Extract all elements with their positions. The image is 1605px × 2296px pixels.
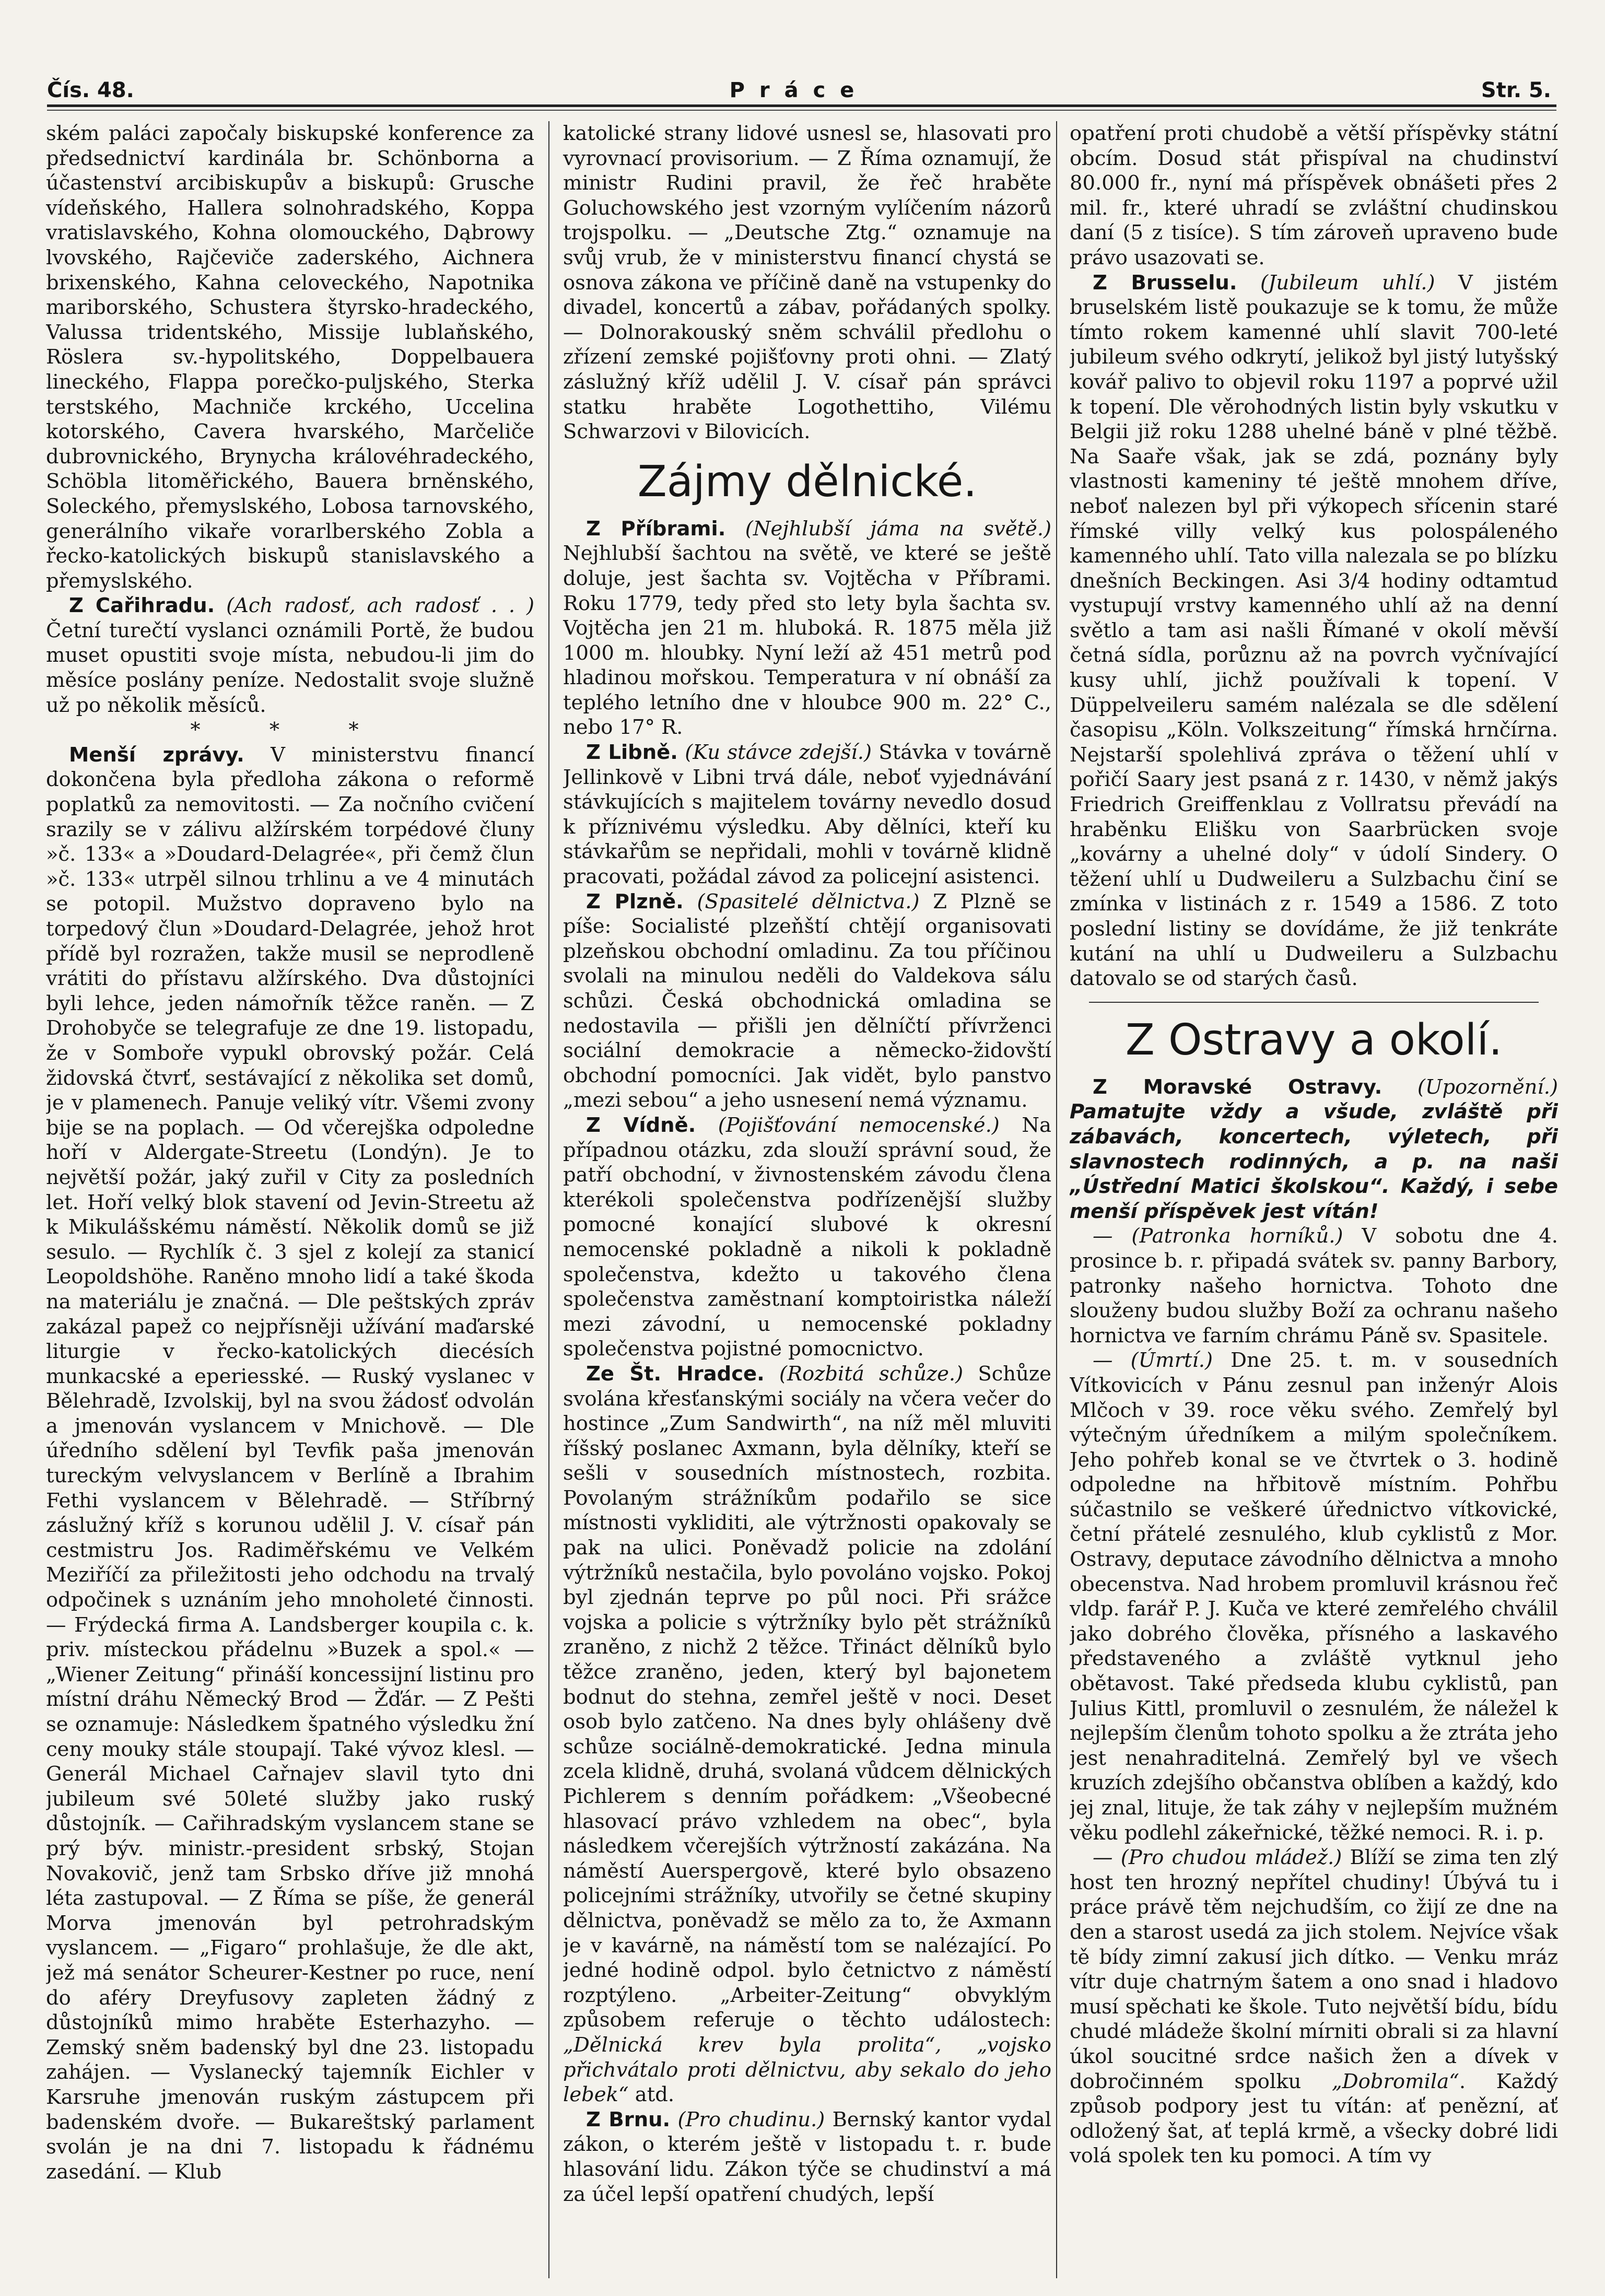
issue-number: Čís. 48. [47, 78, 134, 102]
section-heading-ostrava: Z Ostravy a okolí. [1125, 1015, 1503, 1065]
article-lead: Z Vídně. [586, 1113, 696, 1137]
article-viden [563, 1113, 1051, 1362]
article-subtitle: (Pro chudinu.) [677, 2107, 825, 2131]
article-body-end: atd. [635, 2083, 675, 2107]
article-umrti [1070, 1348, 1558, 1845]
article-subtitle: (Spasitelé dělnictva.) [697, 889, 920, 913]
article-quote: „Dělnická krev byla prolita“, „vojsko přichvátalo proti dělnictvu, aby sekalo do jeho lebek“ [563, 2033, 1051, 2107]
article-subtitle: (Nejhlubší jáma na světě.) [745, 517, 1051, 541]
article-lead: Z Příbrami. [586, 517, 726, 541]
article-lead: Menší zprávy. [69, 743, 244, 767]
article-plzen [563, 889, 1051, 1113]
article-subtitle: (Pojišťování nemocenské.) [718, 1113, 1000, 1137]
article-lead: — (Úmrtí.) [1093, 1349, 1213, 1373]
article-lead: Z Plzně. [586, 889, 684, 913]
article-body: Schůze svolána křesťanskými sociály na včera večer do hostince „Zum Sandwirth“, na níž měl mluviti říšský poslanec Axmann, byla dělníky, kteří se sešli v sousedních místnostech, rozbita. Povolaným strážníkům podařilo se sice místnosti vykliditi, ale výtržnosti opakovaly se pak na ulici. Poněvadž policie na zdolání výtržníků nestačila, bylo povoláno vojsko. Pokoj byl zjednán teprve po půl noci. Při srážce vojska a policie s výtržníky bylo pět strážníků zraněno, z nichž 2 těžce. Třináct dělníků bylo těžce zraněno, jeden, který byl bajonetem bodnut do stehna, zemřel ještě v noci. Deset osob bylo zatčeno. Na dnes byly ohlášeny dvě schůze sociálně-demokratické. Jedna minula zcela klidně, druhá, svolaná vůdcem dělnických Pichlerem s denním pořádkem: „Všeobecné hlasovací právo vzhledem na obec“, byla následkem včerejších výtržností zakázána. Na náměstí Auerspergově, které bylo obsazeno policejními strážníky, utvořily se četné skupiny dělnictva, poněvadž se mělo za to, že Axmann je v kavárně, na náměstí tom se nalézající. Po jedné hodině odpol. bylo četnictvo z náměstí rozptýleno. „Arbeiter-Zeitung“ obvyklým způsobem referuje o těchto událostech: [563, 1362, 1051, 2032]
article-body: Na případnou otázku, zda slouží správní soud, že patří obchodní, v živnostenském závodu člena kterékoli společenstva podřízenější služby pomocné konající slubové k okresní nemocenské pokladně a nikoli k pokladně společenstva, kdežto u takového člena společenstva zaměstnaní komptoiristka náleží mezi závodní, u nemocenské pokladny společenstva pojistné pomocnictvo. [563, 1113, 1051, 1361]
article-body: Četní turečtí vyslanci oznámili Portě, že budou muset opustiti svoje místa, nebudou-li jim do měsíce poslány peníze. Nedostalit svoje služně už po několik měsíců. [46, 618, 534, 717]
article-patronka [1070, 1224, 1558, 1348]
article-society-name: „Dobromila“ [1331, 2069, 1459, 2093]
article-lead: Z Libně. [586, 741, 678, 765]
article-liben [563, 740, 1051, 889]
article-bishops: ském paláci započaly biskupské konference za předsednictví kardinála br. Schönborna a účastenství arcibiskupův a biskupů: Grusche vídeňského, Hallera solnohradského, Koppa vratislavského, Kohna olomouckého, Dąbrowy lvovského, Rajčeviče zaderského, Aichnera brixenského, Kahna celoveckého, Napotnika mariborského, Schustera štyrsko-hradeckého, Valussa tridentského, Missije lublaňského, Röslera sv.-hypolitského, Doppelbauera lineckého, Flappa porečko-puljského, Sterka terstského, Machniče krckého, Uccelina kotorského, Cavera hvarského, Marčeliče dubrovnického, Brynycha královéhradeckého, Schöbla litoměřického, Bauera brněnského, Soleckého, přemyslského, Lobosa tarnovského, generálního vikaře vorarlberského Zobla a řecko-katolických biskupů stanislavského a přemyslského. [46, 122, 534, 593]
page-number: Str. 5. [1481, 78, 1551, 102]
article-emphasis: Pamatujte vždy a všude, zvláště při zábavách, koncertech, výletech, při slavnostech rodinných, a p. na naši „Ústřední Matici školskou“. Každý, i sebe menší příspěvek jest vítán! [1070, 1100, 1558, 1223]
column-3 [1070, 121, 1558, 2289]
article-subtitle: (Jubileum uhlí.) [1260, 271, 1435, 295]
article-body: Blíží se zima ten zlý host ten hrozný nepřítel chudiny! Úbývá tu i práce právě těm nejchudším, co žijí ze dne na den a starost usedá za jich stolem. Nejvíce však tě bídy zimní zakusí jich dítko. — Venku mráz vítr duje chatrným šatem a ono snad i hladovo musí spěchati ke škole. Tuto největší bídu, bídu chudé mládeže školní mírniti obrali si za hlavní úkol soucitné srdce našich žen a dívek v dobročinném spolku [1070, 1846, 1558, 2093]
article-moravska-ostrava [1070, 1075, 1558, 1224]
article-lead: — (Patronka horníků.) [1093, 1224, 1343, 1248]
article-body: Nejhlubší šachtou na světě, ve které se ještě doluje, jest šachta sv. Vojtěcha v Příbrami. Roku 1779, tedy před sto lety byla šachta sv. Vojtěcha jen 21 m. hluboká. R. 1875 měla již 1000 m. hloubky. Nyní leží až 451 metrů pod hladinou mořskou. Temperatura v ní obnáší za teplého letního dne v hloubce 900 m. 22° C., nebo 17° R. [563, 542, 1051, 740]
article-carihrad [46, 593, 534, 718]
article-body: V sobotu dne 4. prosince b. r. připadá svátek sv. panny Barbory, patronky našeho hornictva. Tohoto dne slouženy budou služby Boží za ochranu našeho hornictva ve farním chrámu Páně sv. Spasitele. [1070, 1224, 1558, 1348]
article-brussel [1070, 271, 1558, 991]
column-1 [46, 121, 534, 2289]
article-lead: Z Cařihradu. [69, 594, 215, 618]
header-rule [47, 104, 1556, 107]
article-lead: Z Brusselu. [1093, 271, 1237, 295]
article-body: Z Plzně se píše: Socialisté plzeňští chtějí organisovati plzeňskou obchodní omladinu. Za tou příčinou svolali na minulou neděli do Valdekova sálu schůzi. Česká obchodnická omladina se nedostavila — přišli jen dělníčtí přívrženci sociální demokracie a německo-židovští obchodní pomocníci. Jak vidět, bylo panstvo „mezi sebou“ a jeho usnesení nemá významu. [563, 889, 1051, 1112]
article-body: Bernský kantor vydal zákon, o kterém ještě v listopadu t. r. bude hlasování lidu. Zákon týče se chudinství a má za účel lepší opatření chudých, lepší [563, 2107, 1051, 2206]
header-rule-thin [47, 110, 1556, 111]
column-divider [1056, 121, 1057, 2278]
article-continued: katolické strany lidové usnesl se, hlasovati pro vyrovnací provisorium. — Z Říma oznamují, že ministr Rudini pravil, že řeč hraběte Goluchowského jest vzorným vylíčením názorů trojspolku. — „Deutsche Ztg.“ oznamuje na svůj vrub, že v ministerstvu financí chystá se osnova zákona ve příčině daně na vstupenky do divadel, koncertů a zábav, pořádaných spolky. — Dolnorakouský sněm schválil předlohu o zřízení zemské pojišťovny proti ohni. — Zlatý záslužný kříž udělil J. V. císař pán správci statku hraběte Logothettiho, Vilému Schwarzovi v Bilovicích. [563, 122, 1051, 444]
article-lead: — (Pro chudou mládež.) [1093, 1846, 1342, 1870]
article-pribram [563, 517, 1051, 740]
column-divider [548, 121, 549, 2278]
article-bern [563, 2107, 1051, 2207]
article-subtitle: (Upozornění.) [1417, 1075, 1558, 1099]
article-continued: opatření proti chudobě a větší příspěvky státní obcím. Dosud stát přispíval na chudinství 80.000 fr., nyní má příspěvek obnášeti přes 2 mil. fr., které uhradí se zvláštní chudinskou daní (5 z tisíce). S tím zároveň upraveno bude právo usazovati se. [1070, 122, 1558, 270]
article-body: Stávka v továrně Jellinkově v Libni trvá dále, neboť vyjednávání stávkujících s majitelem továrny nevedlo dosud k příznivému výsledku. Aby dělníci, kteří ku stávkařům se nepřidali, mohli v továrně klidně pracovati, požádal závod za policejní asistenci. [563, 741, 1051, 889]
article-body: V jistém bruselském listě poukazuje se k tomu, že může tímto rokem kamenné uhlí slavit 700-leté jubileum svého odkrytí, jelikož byl jistý lutyšský kovář palivo to objevil roku 1197 a poprvé užil k topení. Dle věrohodných listin byly vskutku v Belgii již roku 1288 uhelné báně v plné těžbě. Na Saaře však, jak se zdá, poznány byly vlastnosti kameniny té ještě mnohem dříve, neboť nalezen byl při výkopech sřícenin staré římské villy velký kus polospáleného kamenného uhlí. Tato villa nalezala se po blízku dnešních Beckingen. Asi 3/4 hodiny odtamtud vystupují vrstvy kamenného uhlí až na denní světlo a tam asi našli Římané v okolí měvší četná sídla, porůznu až na povrch vyčnívající kusy uhlí, jichž používali k topení. V Düppelveileru samém nalézala se dle sdělení časopisu „Köln. Volkszeitung“ římská hrnčírna. Nejstarší spolehlivá zpráva o těžení uhlí v pořičí Saary jest psaná z r. 1430, v němž jakýs Friedrich Greiffenklau z Vollratsu převádí na hraběnku Elišku von Saarbrücken svoje „kovárny a uhelné doly“ v údolí Sindery. O těžení uhlí u Dudweileru a Sulzbachu činí se zmínka v listinách z r. 1549 a 1586. Z toto poslední listiny se dovídáme, že již tenkráte kutání na uhlí u Dudweileru a Sulzbachu datovalo se od starých časů. [1070, 271, 1558, 991]
article-subtitle: (Rozbitá schůze.) [779, 1362, 964, 1386]
article-body-end: . Každý způsob podpory jest tu vítán: ať penězní, ať odložený šat, ať teplá krmě, a všecky dobré lidi volá spolek ten ku pomoci. A tím vy [1070, 2069, 1558, 2168]
article-lead: Ze Št. Hradce. [586, 1362, 765, 1386]
article-body: Dne 25. t. m. v sousedních Vítkovicích v Pánu zesnul pan inženýr Alois Mlčoch v 39. roce věku svého. Zemřelý byl výtečným úředníkem a milým společníkem. Jeho pohřeb konal se ve čtvrtek o 3. hodině odpoledne na hřbitově místním. Pohřbu súčastnilo se veškeré úřednictvo vítkovické, četní přátelé zesnulého, klub cyklistů z Mor. Ostravy, deputace závodního dělnictva a mnoho obecenstva. Nad hrobem promluvil krásnou řeč vldp. farář P. J. Kuča ve které zemřelého chválil jako dobrého člověka, přísného a laskavého představeného a zvláště vytknul jeho obětavost. Také předseda klubu cyklistů, pan Julius Kittl, promluvil o zesnulém, že náležel k nejlepším členům tohoto spolku a že ztráta jeho jest nenahraditelná. Zemřelý byl ve všech kruzích zdejšího občanstva oblíben a každý, kdo jej znal, lituje, že tak záhy v nejlepším mužném věku podlehl zákeřnické, těžké nemoci. R. i. p. [1070, 1349, 1558, 1845]
section-heading-labor: Zájmy dělnické. [637, 456, 977, 507]
column-2 [563, 121, 1051, 2289]
newspaper-title: Práce [729, 78, 869, 102]
article-mladez [1070, 1845, 1558, 2169]
article-hradec [563, 1362, 1051, 2107]
article-lead: Z Moravské Ostravy. [1093, 1075, 1383, 1099]
section-separator: * * * [190, 718, 390, 742]
article-subtitle: (Ku stávce zdejší.) [685, 741, 872, 765]
article-small-news [46, 743, 534, 2184]
section-rule [1089, 1002, 1538, 1003]
article-lead: Z Brnu. [586, 2107, 671, 2131]
article-subtitle: (Ach radosť, ach radosť . . ) [226, 594, 534, 618]
article-body: V ministerstvu financí dokončena byla předloha zákona o reformě poplatků za nemovitosti. — Za nočního cvičení srazily se v zálivu alžírském torpédové čluny »č. 133« a »Doudard-Delagrée«, při čemž člun »č. 133« utrpěl silnou trhlinu a ve 4 minutách se potopil. Mužstvo dopraveno bylo na torpedový člun »Doudard-Delagrée, jehož hrot přídě byl rozražen, takže musil se neprodleně vrátiti do přístavu alžírského. Dva důstojníci byli lehce, jeden námořník těžce raněn. — Z Drohobyče se telegrafuje ze dne 19. listopadu, že v Somboře vypukl obrovský požár. Celá židovská čtvrť, sestávající z několika set domů, je v plamenech. Panuje veliký vítr. Všemi zvony bije se na poplach. — Od včerejška odpoledne hoří v Aldergate-Streetu (Londýn). Je to největší požár, jaký zuřil v City za posledních let. Hoří velký blok stavení od Jevin-Streetu až k Mikulášskému náměstí. Několik domů se již sesulo. — Rychlík č. 3 sjel z kolejí za stanicí Leopoldshöhe. Raněno mnoho lidí a také škoda na materiálu je značná. — Dle peštských zpráv zakázal papež co nejpřísněji užívání maďarské liturgie v řecko-katolických diecésích munkacské a eperiesské. — Ruský vyslanec v Bělehradě, Izvolskij, byl na svou žádosť odvolán a jmenován vyslancem v Mnichově. — Dle úředního sdělení byl Tevfik paša jmenován tureckým velvyslancem v Berlíně a Ibrahim Fethi vyslancem v Bělehradě. — Stříbrný záslužný kříž s korunou udělil J. V. císař pán cestmistru Jos. Radiměřskému ve Velkém Meziříčí za přiležitosti jeho odchodu na trvalý odpočinek s uznáním jeho mnoholeté činnosti. — Frýdecká firma A. Landsberger koupila c. k. priv. místeckou přádelnu »Buzek a spol.« — „Wiener Zeitung“ přináší koncessijní listinu pro místní dráhu Německý Brod — Žďár. — Z Pešti se oznamuje: Následkem špatného výsledku žní ceny mouky stále stoupají. Také vývoz klesl. — Generál Michael Cařnajev slavil tyto dni jubileum své 50leté služby jako ruský důstojník. — Cařihradským vyslancem stane se prý býv. ministr.-president srbský, Stojan Novakovič, jenž tam Srbsko dříve již mnohá léta zastupoval. — Z Říma se píše, že generál Morva jmenován byl petrohradským vyslancem. — „Figaro“ prohlašuje, že dle akt, jež má senátor Scheurer-Kestner po ruce, není do aféry Dreyfusovy zapleten žádný z důstojníků mimo hraběte Esterhazyho. — Zemský sněm badenský byl dne 23. listopadu zahájen. — Vyslanecký tajemník Eichler v Karsruhe jmenován ruským zástupcem při badenském dvoře. — Bukareštský parlament svolán je na dni 7. listopadu k řádnému zasedání. — Klub [46, 743, 534, 2184]
